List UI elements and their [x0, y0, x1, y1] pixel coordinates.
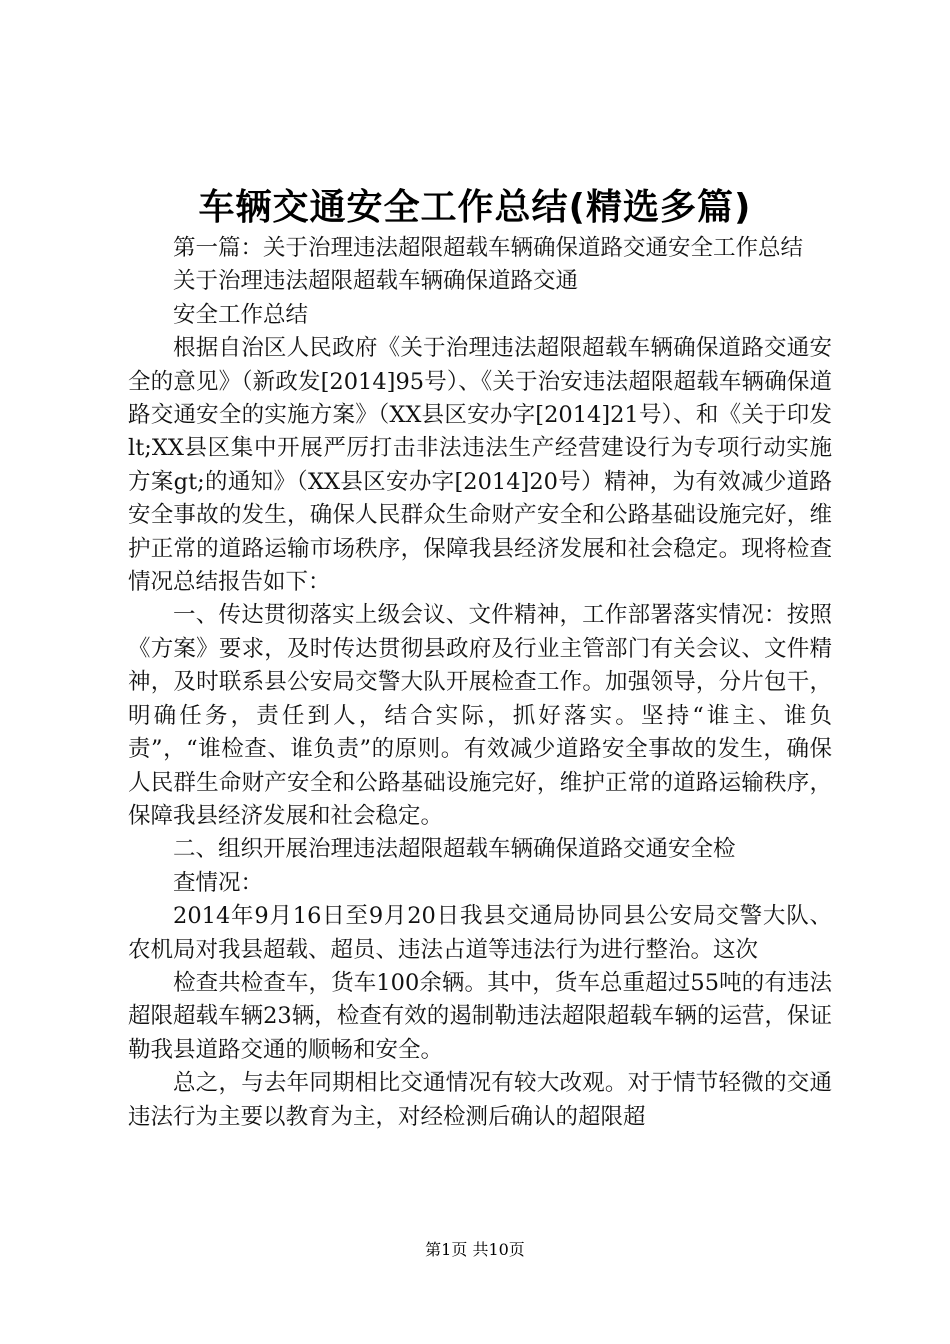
document-title: 车辆交通安全工作总结(精选多篇)	[198, 187, 752, 228]
paragraph: 第一篇：关于治理违法超限超载车辆确保道路交通安全工作总结	[173, 235, 804, 261]
page-number-footer: 第1页 共10页	[425, 1240, 525, 1259]
paragraph: 二、组织开展治理违法超限超载车辆确保道路交通安全检	[173, 836, 736, 863]
paragraph: 关于治理违法超限超载车辆确保道路交通	[173, 268, 579, 295]
paragraph: 根据自治区人民政府《关于治理违法超限超载车辆确保道路交通安全的意见》（新政发[2014]95号）、《关于治安违法超限超载车辆确保道路交通安全的实施方案》（XX县区安办字[2014]21号）、和《关于印发lt;XX县区集中开展严厉打击非法违法生产经营建设行为专项行动实施方案gt;的通知》（XX县区安办字[2014]20号）精神，为有效减少道路安全事故的发生，确保人民群众生命财产安全和公路基础设施完好，维护正常的道路运输市场秩序，保障我县经济发展和社会稳定。现将检查情况总结报告如下：	[128, 335, 832, 596]
paragraph: 查情况：	[173, 869, 264, 896]
document-body	[128, 232, 832, 1134]
paragraph: 总之，与去年同期相比交通情况有较大改观。对于情节轻微的交通违法行为主要以教育为主，对经检测后确认的超限超	[128, 1070, 832, 1130]
paragraph: 检查共检查车，货车100余辆。其中，货车总重超过55吨的有违法超限超载车辆23辆，检查有效的遏制勒违法超限超载车辆的运营，保证勒我县道路交通的顺畅和安全。	[128, 969, 832, 1063]
paragraph: 安全工作总结	[173, 301, 309, 328]
paragraph: 2014年9月16日至9月20日我县交通局协同县公安局交警大队、农机局对我县超载、超员、违法占道等违法行为进行整治。这次	[128, 903, 832, 963]
paragraph: 一、传达贯彻落实上级会议、文件精神，工作部署落实情况：按照《方案》要求，及时传达贯彻县政府及行业主管部门有关会议、文件精神，及时联系县公安局交警大队开展检查工作。加强领导，分片包干，明确任务，责任到人，结合实际，抓好落实。坚持“谁主、谁负责”，“谁检查、谁负责”的原则。有效减少道路安全事故的发生，确保人民群生命财产安全和公路基础设施完好，维护正常的道路运输秩序，保障我县经济发展和社会稳定。	[128, 602, 832, 829]
